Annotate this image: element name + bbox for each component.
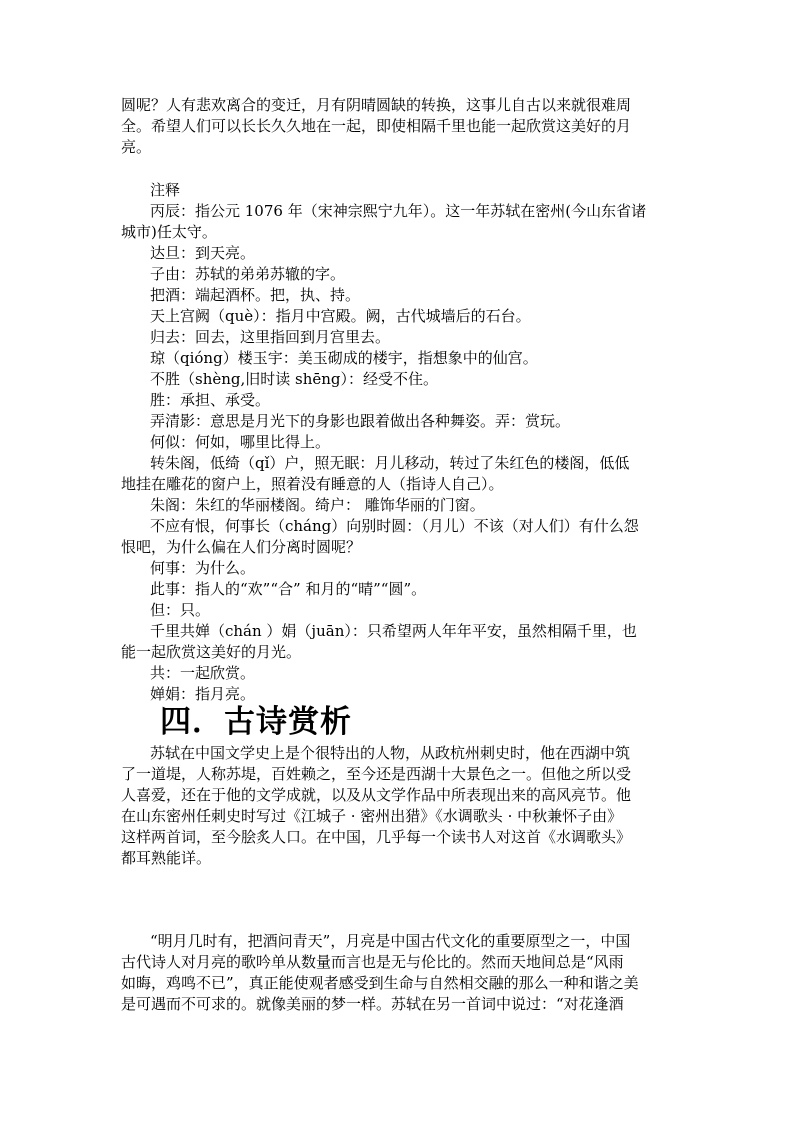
note-line: 千里共婵（chán ）娟（juān）：只希望两人年年平安，虽然相隔千里，也 xyxy=(150,622,637,640)
note-line: 天上宫阙（què）：指月中宫殿。阙，古代城墙后的石台。 xyxy=(150,307,531,325)
translation-line: 亮。 xyxy=(121,138,152,156)
moon-paragraph-line: 古代诗人对月亮的歌吟单从数量而言也是无与伦比的。然而天地间总是“风雨 xyxy=(121,953,624,971)
note-line: 归去：回去，这里指回到月宫里去。 xyxy=(150,328,391,346)
note-line: 不胜（shèng,旧时读 shēng）：经受不住。 xyxy=(150,370,439,388)
note-line: 何似：何如，哪里比得上。 xyxy=(150,433,331,451)
moon-paragraph-line: 是可遇而不可求的。就像美丽的梦一样。苏轼在另一首词中说过：“对花逢酒 xyxy=(121,995,624,1013)
note-line: 达旦：到天亮。 xyxy=(150,244,256,262)
analysis-line: 了一道堤，人称苏堤，百姓赖之，至今还是西湖十大景色之一。但他之所以受 xyxy=(121,765,632,783)
note-line: 共：一起欣赏。 xyxy=(150,664,256,682)
note-line: 胜：承担、承受。 xyxy=(150,391,271,409)
note-line: 转朱阁，低绮（qǐ）户，照无眠：月儿移动，转过了朱红色的楼阁，低低 xyxy=(150,454,630,472)
moon-paragraph-line: “明月几时有，把酒问青天”，月亮是中国古代文化的重要原型之一，中国 xyxy=(150,932,631,950)
note-line: 子由：苏轼的弟弟苏辙的字。 xyxy=(150,265,346,283)
note-line: 琼（qióng）楼玉宇：美玉砌成的楼宇，指想象中的仙宫。 xyxy=(150,349,538,367)
notes-title: 注释 xyxy=(150,181,181,199)
note-line: 朱阁：朱红的华丽楼阁。绮户： 雕饰华丽的门窗。 xyxy=(150,496,485,514)
note-line: 但：只。 xyxy=(150,601,211,619)
note-line: 丙辰：指公元 1076 年（宋神宗熙宁九年）。这一年苏轼在密州(今山东省诸 xyxy=(150,202,647,220)
note-line: 弄清影：意思是月光下的身影也跟着做出各种舞姿。弄：赏玩。 xyxy=(150,412,571,430)
note-line: 恨吧，为什么偏在人们分离时圆呢？ xyxy=(121,538,362,556)
note-line: 城市)任太守。 xyxy=(121,223,217,241)
note-line: 此事：指人的“欢”“合” 和月的“晴”“圆”。 xyxy=(150,580,427,598)
analysis-line: 都耳熟能详。 xyxy=(121,849,212,867)
analysis-line: 这样两首词，至今脍炙人口。在中国，几乎每一个读书人对这首《水调歌头》 xyxy=(121,828,632,846)
analysis-line: 苏轼在中国文学史上是个很特出的人物，从政杭州刺史时，他在西湖中筑 xyxy=(150,744,631,762)
note-line: 把酒：端起酒杯。把，执、持。 xyxy=(150,286,361,304)
note-line: 地挂在雕花的窗户上，照着没有睡意的人（指诗人自己）。 xyxy=(121,475,504,493)
analysis-line: 人喜爱，还在于他的文学成就，以及从文学作品中所表现出来的高风亮节。他 xyxy=(121,786,632,804)
section-heading: 四．古诗赏析 xyxy=(160,704,352,740)
note-line: 能一起欣赏这美好的月光。 xyxy=(121,643,302,661)
translation-line: 全。希望人们可以长长久久地在一起，即使相隔千里也能一起欣赏这美好的月 xyxy=(121,117,632,135)
note-line: 婵娟：指月亮。 xyxy=(150,685,256,703)
note-line: 何事：为什么。 xyxy=(150,559,256,577)
note-line: 不应有恨，何事长（cháng）向别时圆：（月儿）不该（对人们）有什么怨 xyxy=(150,517,639,535)
analysis-line: 在山东密州任刺史时写过《江城子 · 密州出猎》《水调歌头 · 中秋兼怀子由》 xyxy=(121,807,623,825)
translation-line: 圆呢？人有悲欢离合的变迁，月有阴晴圆缺的转换，这事儿自古以来就很难周 xyxy=(121,96,632,114)
moon-paragraph-line: 如晦，鸡鸣不已”，真正能使观者感受到生命与自然相交融的那么一种和谐之美 xyxy=(121,974,639,992)
